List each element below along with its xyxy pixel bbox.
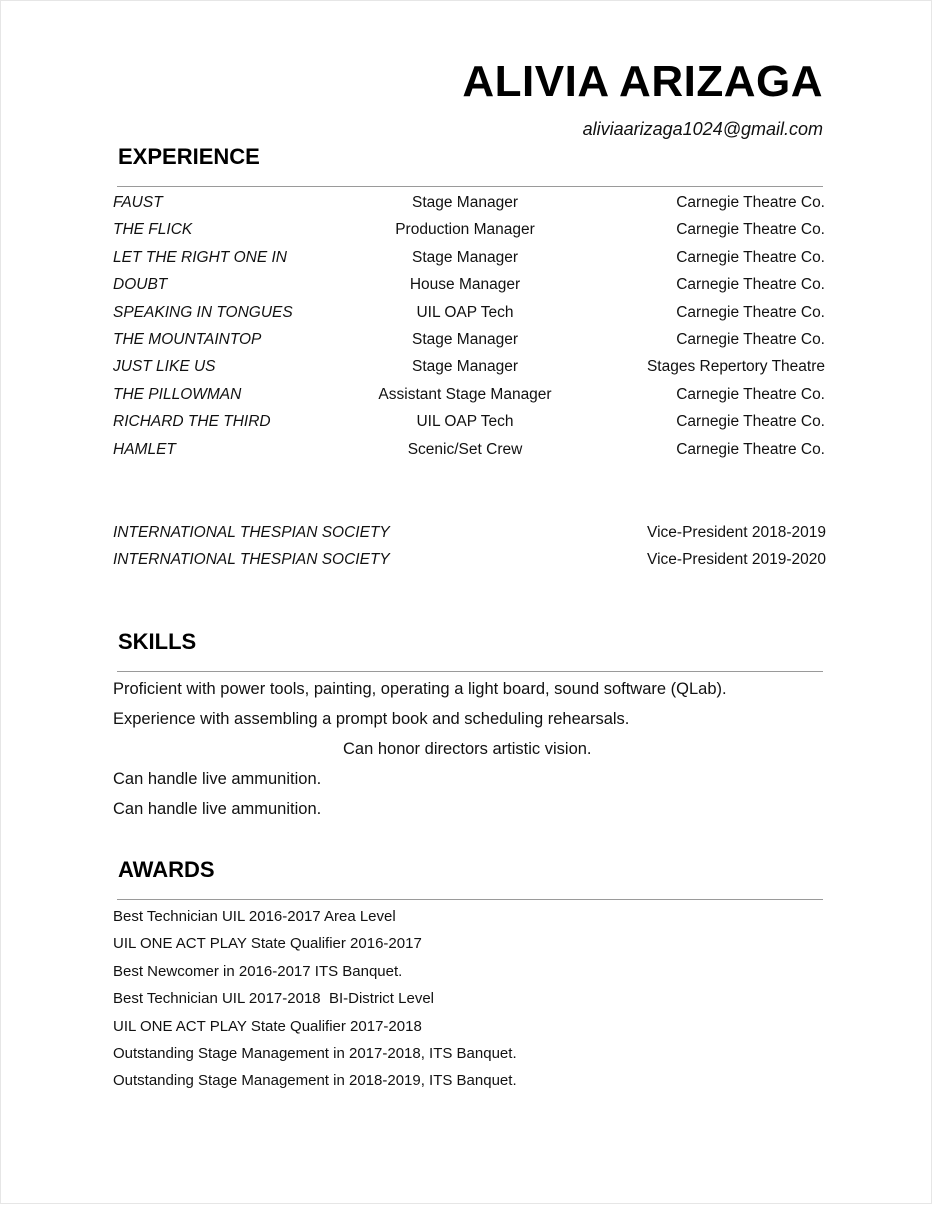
- production-company: Carnegie Theatre Co.: [676, 221, 825, 239]
- membership-list: [113, 523, 827, 578]
- production-role: UIL OAP Tech: [416, 413, 514, 431]
- production-role: Scenic/Set Crew: [407, 440, 523, 458]
- membership-row: [113, 550, 827, 577]
- production-role: Stage Manager: [412, 330, 518, 348]
- production-title: HAMLET: [113, 440, 176, 458]
- experience-row: [113, 357, 827, 384]
- production-title: DOUBT: [113, 276, 168, 294]
- experience-row: [113, 275, 827, 302]
- production-title: SPEAKING IN TONGUES: [113, 303, 293, 321]
- production-role: Stage Manager: [412, 358, 518, 376]
- skill-item: Experience with assembling a prompt book and scheduling rehearsals.: [113, 710, 630, 728]
- experience-row: [113, 303, 827, 330]
- production-company: Carnegie Theatre Co.: [676, 413, 825, 431]
- experience-row: [113, 220, 827, 247]
- experience-row: [113, 248, 827, 275]
- production-title: FAUST: [113, 194, 163, 211]
- production-role: UIL OAP Tech: [416, 303, 514, 321]
- experience-row: [113, 193, 827, 220]
- production-company: Carnegie Theatre Co.: [676, 303, 825, 321]
- production-title: THE PILLOWMAN: [113, 385, 242, 403]
- award-item: Best Technician UIL 2016-2017 Area Level: [113, 908, 396, 925]
- award-item: Best Technician UIL 2017-2018 BI-District Level: [113, 990, 434, 1008]
- award-item: UIL ONE ACT PLAY State Qualifier 2017-2018: [113, 1017, 422, 1035]
- resume-name: ALIVIA ARIZAGA: [462, 57, 823, 106]
- email-address: aliviaarizaga1024@gmail.com: [582, 119, 823, 139]
- production-company: Carnegie Theatre Co.: [676, 194, 825, 211]
- membership-position: Vice-President 2019-2020: [647, 551, 826, 569]
- production-title: THE MOUNTAINTOP: [113, 330, 262, 348]
- production-role: Production Manager: [395, 221, 535, 239]
- awards-divider: [117, 899, 823, 900]
- skill-item: Can handle live ammunition.: [113, 800, 322, 818]
- experience-list: [113, 193, 827, 467]
- experience-row: [113, 412, 827, 439]
- production-title: JUST LIKE US: [113, 358, 216, 376]
- production-role: Stage Manager: [412, 248, 518, 266]
- production-company: Stages Repertory Theatre: [646, 358, 825, 376]
- production-company: Carnegie Theatre Co.: [676, 385, 825, 403]
- experience-row: [113, 330, 827, 357]
- award-item: Best Newcomer in 2016-2017 ITS Banquet.: [113, 962, 403, 980]
- membership-org: INTERNATIONAL THESPIAN SOCIETY: [113, 551, 390, 569]
- skills-heading: SKILLS: [118, 629, 197, 654]
- production-title: THE FLICK: [113, 221, 193, 239]
- experience-divider: [117, 186, 823, 187]
- experience-row: [113, 385, 827, 412]
- membership-position: Vice-President 2018-2019: [647, 524, 826, 541]
- experience-heading: EXPERIENCE: [118, 144, 260, 169]
- membership-row: [113, 523, 827, 550]
- production-role: Stage Manager: [412, 194, 518, 211]
- skill-item: Proficient with power tools, painting, operating a light board, sound software (QLab).: [113, 680, 727, 698]
- skill-item: Can handle live ammunition.: [113, 770, 322, 788]
- award-item: Outstanding Stage Management in 2017-2018, ITS Banquet.: [113, 1044, 517, 1062]
- awards-list: [113, 907, 827, 1099]
- production-company: Carnegie Theatre Co.: [676, 330, 825, 348]
- production-role: House Manager: [409, 276, 521, 294]
- production-company: Carnegie Theatre Co.: [676, 276, 825, 294]
- experience-row: [113, 440, 827, 467]
- skills-divider: [117, 671, 823, 672]
- production-company: Carnegie Theatre Co.: [676, 248, 825, 266]
- membership-org: INTERNATIONAL THESPIAN SOCIETY: [113, 524, 390, 541]
- awards-heading: AWARDS: [118, 857, 215, 882]
- production-title: LET THE RIGHT ONE IN: [113, 248, 287, 266]
- award-item: UIL ONE ACT PLAY State Qualifier 2016-2017: [113, 935, 422, 953]
- production-title: RICHARD THE THIRD: [113, 413, 271, 431]
- production-role: Assistant Stage Manager: [378, 385, 552, 403]
- skills-list: [113, 678, 827, 828]
- production-company: Carnegie Theatre Co.: [676, 440, 825, 458]
- skill-item: Can honor directors artistic vision.: [343, 740, 592, 758]
- award-item: Outstanding Stage Management in 2018-2019, ITS Banquet.: [113, 1072, 517, 1090]
